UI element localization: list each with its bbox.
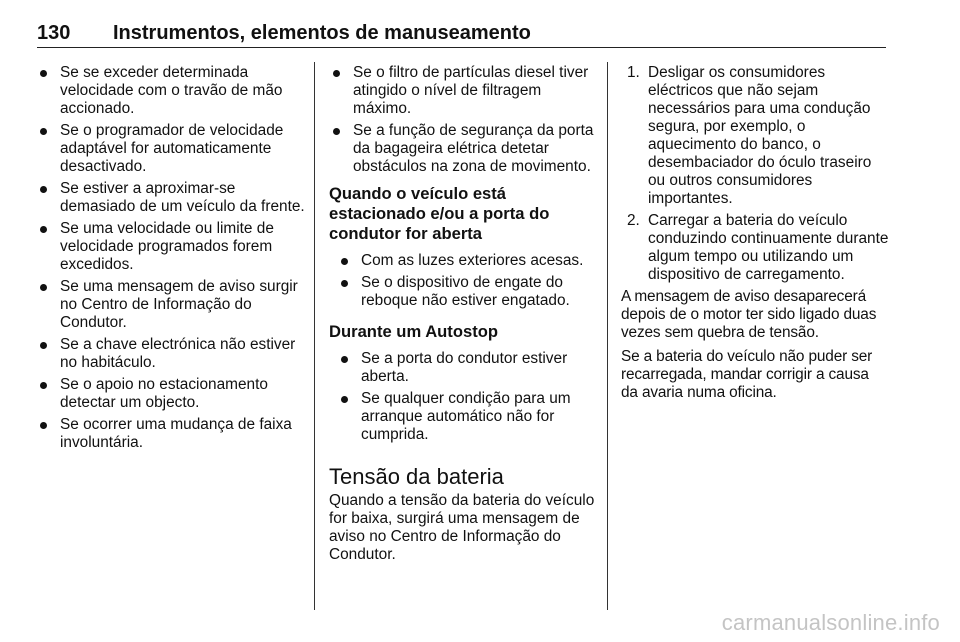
warning-conditions-list-continued: [329, 64, 595, 176]
subheading-autostop: Durante um Autostop: [329, 322, 498, 341]
column-divider-1: [314, 62, 315, 610]
parked-conditions-list: [329, 252, 595, 310]
battery-paragraph: Quando a tensão da bateria do veículo for baixa, surgirá uma mensagem de aviso no Centro de Informação do Condutor.: [329, 492, 595, 563]
page-header: [37, 22, 886, 48]
list-item: Se a função de segurança da porta da bagageira elétrica detetar obstáculos na zona de movimento.: [329, 122, 595, 176]
section-title-battery: Tensão da bateria: [329, 464, 504, 489]
autostop-conditions-list: [329, 350, 595, 444]
battery-steps-list: [621, 64, 889, 284]
list-item: Se a chave electrónica não estiver no habitáculo.: [36, 336, 306, 372]
warning-conditions-list: [36, 64, 306, 452]
step-text: Desligar os consumidores eléctricos que não sejam necessários para uma condução segura, por exemplo, o aquecimento do banco, o desembaciador do óculo traseiro ou outros consumidores importantes.: [648, 64, 872, 207]
page-number: 130: [37, 22, 71, 44]
list-item: Se uma mensagem de aviso surgir no Centro de Informação do Condutor.: [36, 278, 306, 332]
list-item: Com as luzes exteriores acesas.: [337, 252, 595, 270]
list-item: [621, 64, 889, 208]
step-text: Carregar a bateria do veículo conduzindo continuamente durante algum tempo ou utilizando um dispositivo de carregamento.: [648, 212, 889, 283]
page-title: Instrumentos, elementos de manuseamento: [113, 22, 531, 44]
list-item: Se uma velocidade ou limite de velocidade programados forem excedidos.: [36, 220, 306, 274]
list-item: Se se exceder determinada velocidade com o travão de mão accionado.: [36, 64, 306, 118]
list-item: Se o filtro de partículas diesel tiver atingido o nível de filtragem máximo.: [329, 64, 595, 118]
step-number: 1.: [627, 64, 640, 81]
step-number: 2.: [627, 212, 640, 229]
subheading-parked: Quando o veículo está estacionado e/ou a porta do condutor for aberta: [329, 184, 550, 243]
list-item: Se a porta do condutor estiver aberta.: [337, 350, 595, 386]
list-item: Se ocorrer uma mudança de faixa involuntária.: [36, 416, 306, 452]
list-item: Se qualquer condição para um arranque automático não for cumprida.: [337, 390, 595, 444]
list-item: [621, 212, 889, 284]
paragraph-workshop: Se a bateria do veículo não puder ser recarregada, mandar corrigir a causa da avaria numa oficina.: [621, 348, 873, 401]
column-right: [621, 64, 889, 408]
list-item: Se o apoio no estacionamento detectar um objecto.: [36, 376, 306, 412]
list-item: Se estiver a aproximar-se demasiado de um veículo da frente.: [36, 180, 306, 216]
list-item: Se o programador de velocidade adaptável for automaticamente desactivado.: [36, 122, 306, 176]
list-item: Se o dispositivo de engate do reboque não estiver engatado.: [337, 274, 595, 310]
column-left: [36, 64, 306, 456]
column-middle: [329, 64, 595, 570]
watermark: carmanualsonline.info: [721, 610, 940, 635]
paragraph-warning-disappears: A mensagem de aviso desaparecerá depois de o motor ter sido ligado duas vezes sem quebra de tensão.: [621, 288, 877, 341]
column-divider-2: [607, 62, 608, 610]
